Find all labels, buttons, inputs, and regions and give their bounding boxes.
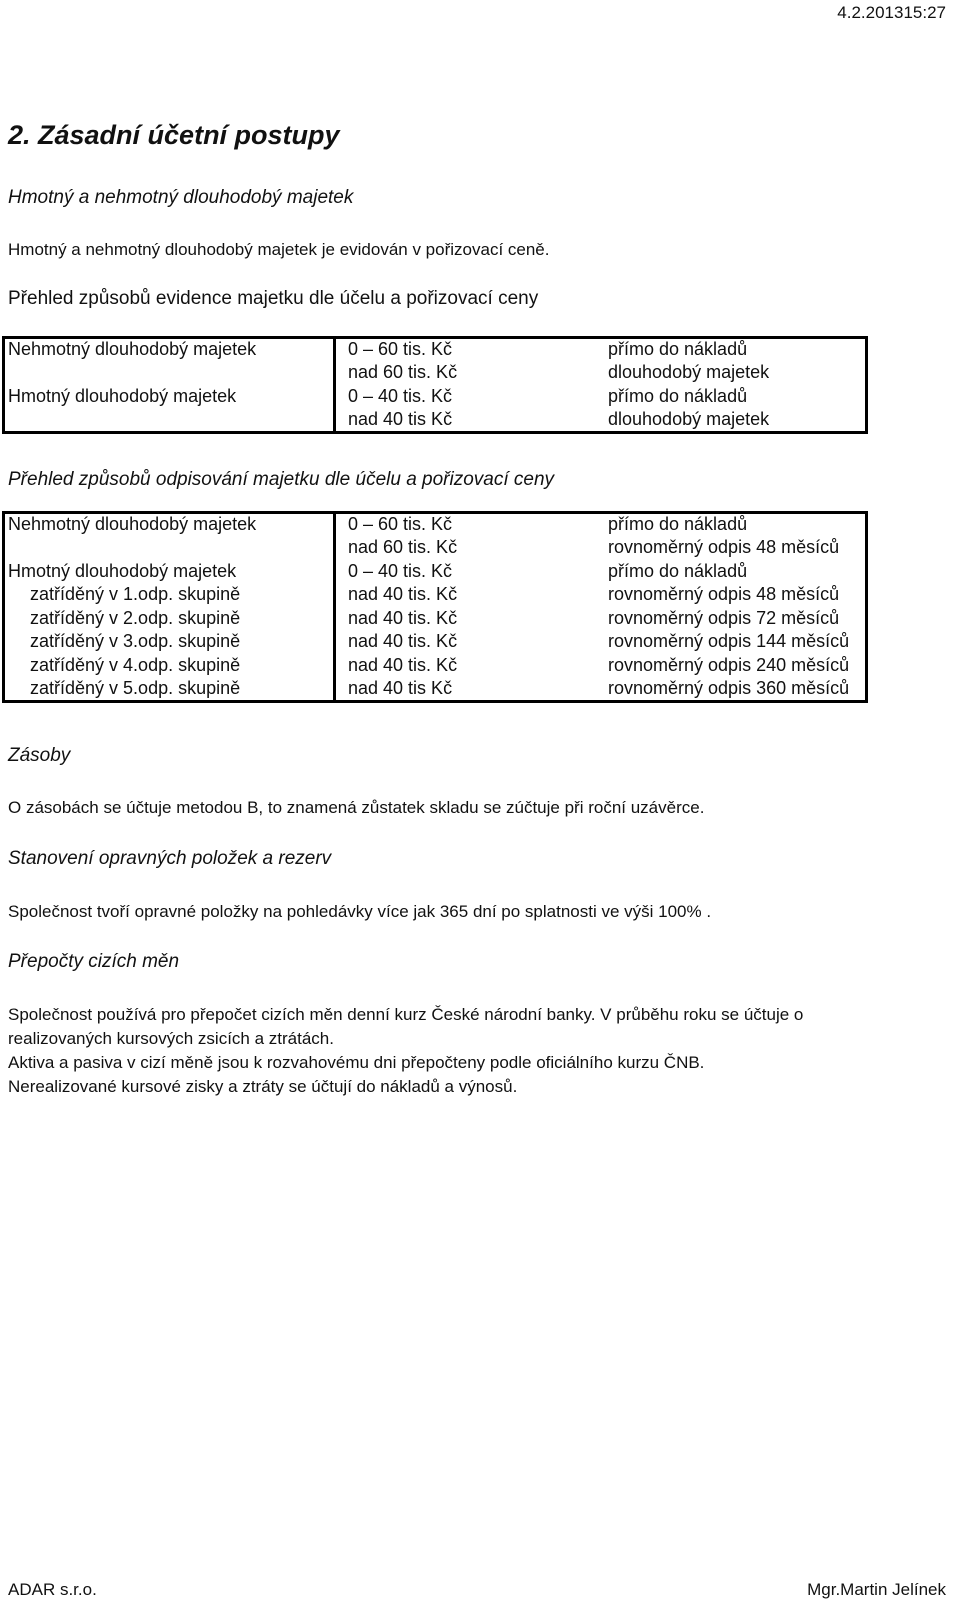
table-row — [2, 582, 868, 606]
evidence-title: Přehled způsobů evidence majetku dle účelu a pořizovací ceny — [8, 288, 539, 309]
price-range-cell: nad 60 tis. Kč — [348, 537, 458, 557]
inventory-title: Zásoby — [8, 745, 71, 766]
depreciation-title: Přehled způsobů odpisování majetku dle účelu a pořizovací ceny — [8, 469, 555, 490]
page-timestamp: 4.2.201315:27 — [837, 3, 946, 22]
currency-text-line: Aktiva a pasiva v cizí měně jsou k rozvahovému dni přepočteny podle oficiálního kurzu ČNB. — [8, 1053, 705, 1072]
price-range-cell: nad 40 tis. Kč — [348, 584, 458, 604]
method-cell: rovnoměrný odpis 240 měsíců — [608, 655, 850, 675]
asset-type-cell: zatříděný v 2.odp. skupině — [30, 608, 241, 628]
method-cell: přímo do nákladů — [608, 514, 748, 534]
table-row — [2, 606, 868, 630]
footer-author: Mgr.Martin Jelínek — [807, 1580, 946, 1599]
asset-type-cell: zatříděný v 4.odp. skupině — [30, 655, 241, 675]
treatment-cell: přímo do nákladů — [608, 339, 748, 359]
method-cell: rovnoměrný odpis 72 měsíců — [608, 608, 840, 628]
table-row — [2, 535, 868, 559]
asset-type-cell: zatříděný v 5.odp. skupině — [30, 678, 241, 698]
table-row — [2, 653, 868, 677]
currency-text-line: Nerealizované kursové zisky a ztráty se účtují do nákladů a výnosů. — [8, 1077, 518, 1096]
treatment-cell: dlouhodobý majetek — [608, 409, 770, 429]
asset-type-cell: zatříděný v 1.odp. skupině — [30, 584, 241, 604]
asset-type-cell: zatříděný v 3.odp. skupině — [30, 631, 241, 651]
asset-type-cell: Nehmotný dlouhodobý majetek — [8, 514, 257, 534]
table-row — [2, 629, 868, 653]
method-cell: přímo do nákladů — [608, 561, 748, 581]
price-range-cell: 0 – 60 tis. Kč — [348, 514, 453, 534]
treatment-cell: dlouhodobý majetek — [608, 362, 770, 382]
price-range-cell: nad 40 tis. Kč — [348, 655, 458, 675]
table-row — [2, 512, 868, 536]
provisions-title: Stanovení opravných položek a rezerv — [8, 848, 332, 869]
currency-text-line: Společnost používá pro přepočet cizích měn denní kurz České národní banky. V průběhu roku se účtuje o — [8, 1005, 804, 1024]
price-range-cell: 0 – 40 tis. Kč — [348, 386, 453, 406]
treatment-cell: přímo do nákladů — [608, 386, 748, 406]
price-range-cell: 0 – 60 tis. Kč — [348, 339, 453, 359]
asset-type-cell: Hmotný dlouhodobý majetek — [8, 561, 237, 581]
footer-company: ADAR s.r.o. — [8, 1580, 97, 1599]
inventory-text: O zásobách se účtuje metodou B, to znamená zůstatek skladu se zúčtuje při roční uzávěrce. — [8, 798, 705, 817]
table-row — [2, 384, 868, 408]
currency-title: Přepočty cizích měn — [8, 951, 180, 972]
currency-text-line: realizovaných kursových zsicích a ztrátách. — [8, 1029, 334, 1048]
intro-subtitle: Hmotný a nehmotný dlouhodobý majetek — [8, 187, 354, 208]
price-range-cell: 0 – 40 tis. Kč — [348, 561, 453, 581]
price-range-cell: nad 40 tis. Kč — [348, 608, 458, 628]
table-row — [2, 360, 868, 384]
method-cell: rovnoměrný odpis 48 měsíců — [608, 584, 840, 604]
section-title: 2. Zásadní účetní postupy — [8, 120, 340, 150]
method-cell: rovnoměrný odpis 48 měsíců — [608, 537, 840, 557]
price-range-cell: nad 40 tis Kč — [348, 678, 453, 698]
asset-type-cell: Nehmotný dlouhodobý majetek — [8, 339, 257, 359]
intro-text: Hmotný a nehmotný dlouhodobý majetek je evidován v pořizovací ceně. — [8, 240, 550, 259]
price-range-cell: nad 60 tis. Kč — [348, 362, 458, 382]
price-range-cell: nad 40 tis Kč — [348, 409, 453, 429]
asset-type-cell: Hmotný dlouhodobý majetek — [8, 386, 237, 406]
table-row — [2, 337, 868, 361]
method-cell: rovnoměrný odpis 360 měsíců — [608, 678, 850, 698]
table-row — [2, 407, 868, 431]
provisions-text: Společnost tvoří opravné položky na pohledávky více jak 365 dní po splatnosti ve výši 100% . — [8, 902, 712, 921]
method-cell: rovnoměrný odpis 144 měsíců — [608, 631, 850, 651]
table-row — [2, 559, 868, 583]
table-row — [2, 676, 868, 700]
price-range-cell: nad 40 tis. Kč — [348, 631, 458, 651]
